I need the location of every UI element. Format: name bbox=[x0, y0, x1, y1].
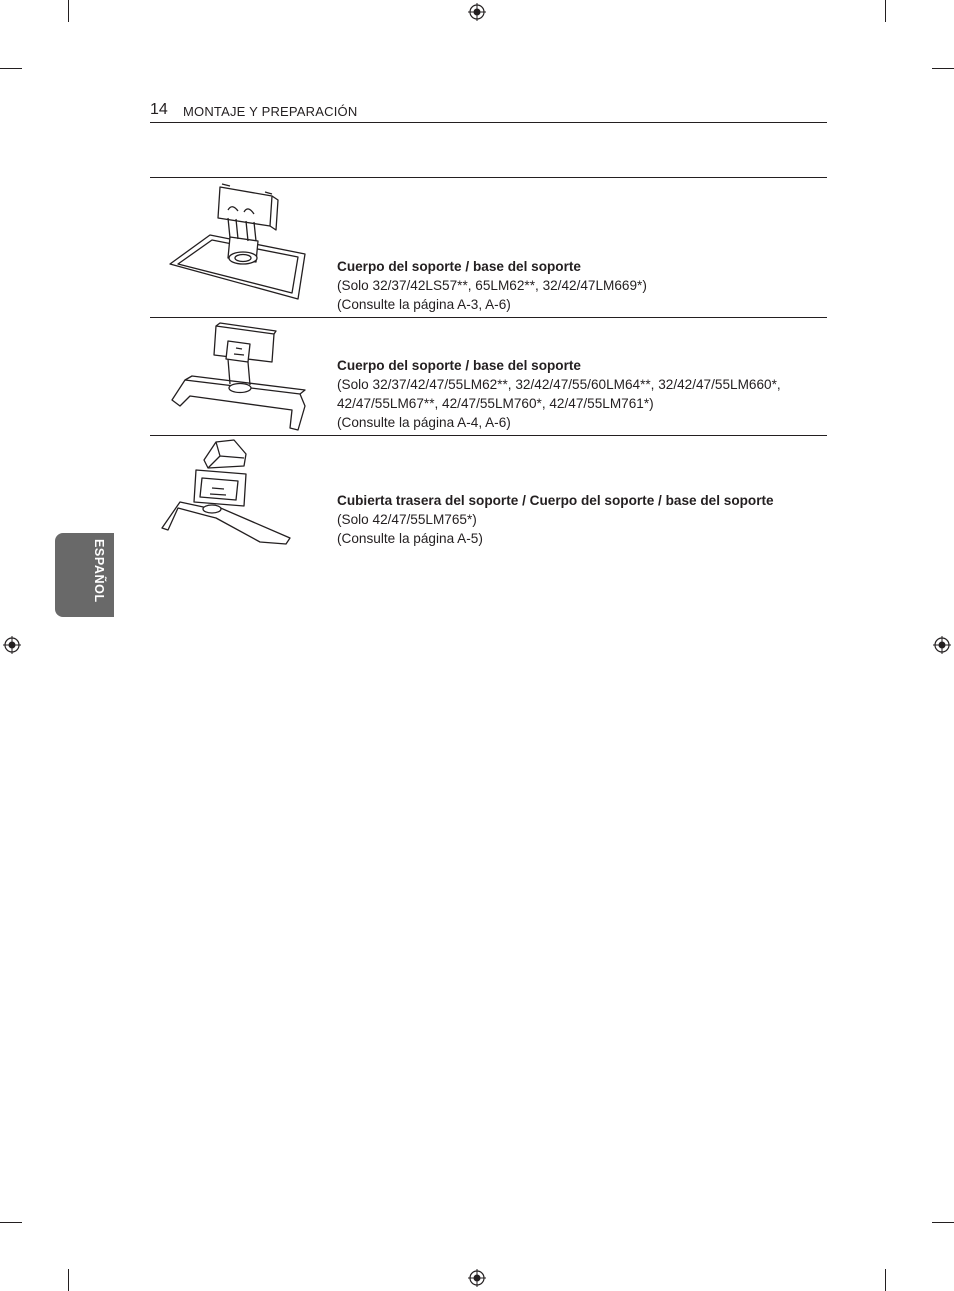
parts-table bbox=[150, 177, 827, 552]
part-title: Cuerpo del soporte / base del soporte bbox=[337, 259, 581, 274]
part-title: Cubierta trasera del soporte / Cuerpo del soporte / base del soporte bbox=[337, 493, 774, 508]
part-reference: (Consulte la página A-5) bbox=[337, 531, 483, 546]
language-side-tab bbox=[55, 533, 114, 617]
part-models-continued: 42/47/55LM67**, 42/47/55LM760*, 42/47/55LM761*) bbox=[337, 396, 654, 411]
stand-rectangular-base-illustration bbox=[150, 178, 330, 317]
part-reference: (Consulte la página A-3, A-6) bbox=[337, 297, 511, 312]
table-row bbox=[150, 178, 827, 318]
section-title: MONTAJE Y PREPARACIÓN bbox=[183, 104, 358, 119]
stand-v-base-with-cover-illustration bbox=[150, 436, 330, 552]
language-label: ESPAÑOL bbox=[92, 539, 106, 603]
page-header bbox=[150, 100, 827, 123]
crop-mark bbox=[885, 1269, 886, 1291]
page-number: 14 bbox=[150, 101, 168, 118]
part-models: (Solo 32/37/42/47/55LM62**, 32/42/47/55/60LM64**, 32/42/47/55LM660*, bbox=[337, 377, 781, 392]
crop-mark bbox=[932, 1222, 954, 1223]
crop-mark bbox=[68, 1269, 69, 1291]
table-row bbox=[150, 318, 827, 436]
part-models: (Solo 42/47/55LM765*) bbox=[337, 512, 477, 527]
part-reference: (Consulte la página A-4, A-6) bbox=[337, 415, 511, 430]
registration-mark-icon bbox=[2, 635, 22, 655]
part-title: Cuerpo del soporte / base del soporte bbox=[337, 358, 581, 373]
registration-mark-icon bbox=[467, 1268, 487, 1288]
part-description bbox=[337, 257, 647, 314]
crop-mark bbox=[885, 0, 886, 22]
part-description bbox=[337, 356, 781, 432]
crop-mark bbox=[932, 68, 954, 69]
stand-arched-base-illustration bbox=[150, 318, 330, 435]
registration-mark-icon bbox=[467, 2, 487, 22]
crop-mark bbox=[68, 0, 69, 22]
part-models: (Solo 32/37/42LS57**, 65LM62**, 32/42/47LM669*) bbox=[337, 278, 647, 293]
registration-mark-icon bbox=[932, 635, 952, 655]
part-description bbox=[337, 491, 774, 548]
crop-mark bbox=[0, 1222, 22, 1223]
crop-mark bbox=[0, 68, 22, 69]
table-row bbox=[150, 436, 827, 552]
